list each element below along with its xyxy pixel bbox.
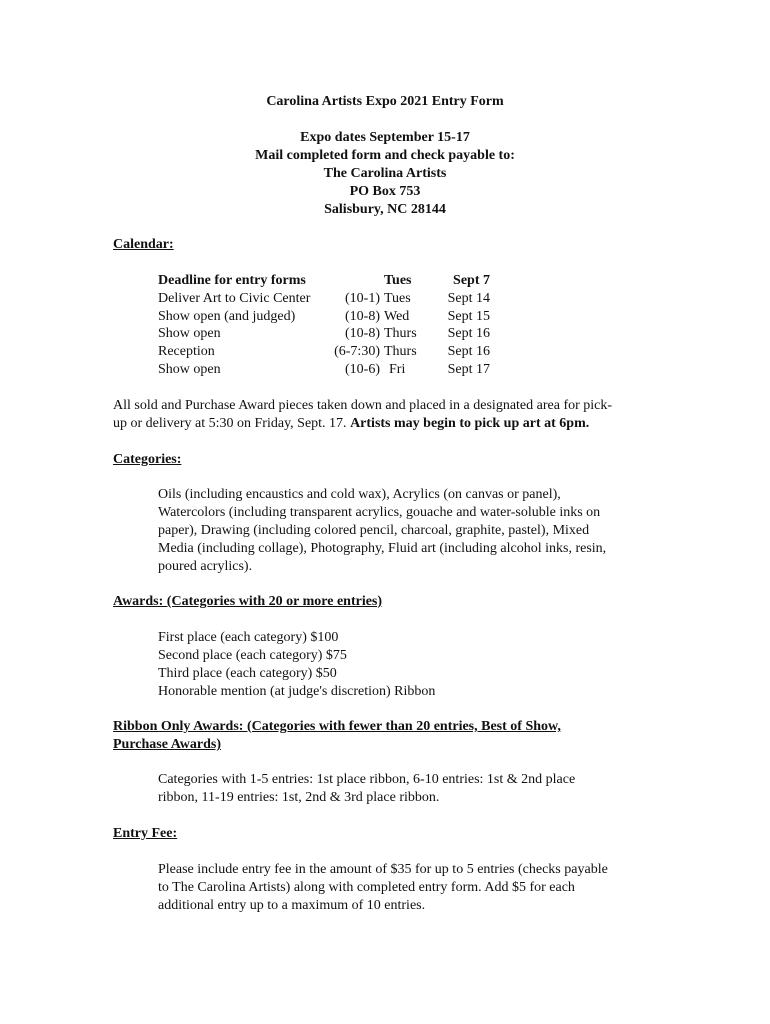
pickup-note-text: up or delivery at 5:30 on Friday, Sept. 17. [113,416,347,431]
mail-instruction: Mail completed form and check payable to: [255,148,515,163]
city-state-zip: Salisbury, NC 28144 [324,202,446,217]
calendar-date: Sept 14 [447,291,490,306]
calendar-day: Thurs [384,344,417,359]
categories-heading: Categories: [113,452,182,467]
calendar-day: Tues [384,273,412,288]
calendar-date: Sept 7 [453,273,490,288]
calendar-day: Wed [384,309,410,324]
mailing-address-block [0,129,770,219]
awards-heading: Awards: (Categories with 20 or more entries) [113,594,383,609]
calendar-row [158,272,498,290]
categories-list [158,486,606,576]
entry-fee-line: additional entry up to a maximum of 10 entries. [158,898,426,913]
calendar-day: Fri [389,362,406,377]
po-box: PO Box 753 [349,184,421,199]
calendar-time: (10-8) [345,309,380,324]
entry-fee-text [158,861,608,915]
calendar-row [158,290,498,308]
calendar-row [158,325,498,343]
ribbon-awards-heading-line: Purchase Awards) [113,737,221,752]
calendar-event: Deadline for entry forms [158,273,306,288]
calendar-date: Sept 16 [447,344,490,359]
pickup-note-bold: Artists may begin to pick up art at 6pm. [350,416,590,431]
calendar-event: Deliver Art to Civic Center [158,291,311,306]
entry-fee-line: to The Carolina Artists) along with completed entry form. Add $5 for each [158,880,575,895]
calendar-row [158,343,498,361]
categories-line: poured acrylics). [158,559,253,574]
pickup-note-line [113,415,612,433]
calendar-event: Reception [158,344,215,359]
form-title [0,93,770,111]
categories-line: Watercolors (including transparent acrylics, gouache and water-soluble inks on [158,505,601,520]
categories-line: paper), Drawing (including colored pencil, charcoal, graphite, pastel), Mixed [158,523,590,538]
calendar-time: (6-7:30) [334,344,380,359]
categories-line: Oils (including encaustics and cold wax), Acrylics (on canvas or panel), [158,487,561,502]
org-name: The Carolina Artists [323,166,447,181]
ribbon-awards-line: Categories with 1-5 entries: 1st place ribbon, 6-10 entries: 1st & 2nd place [158,772,576,787]
award-line: Honorable mention (at judge's discretion) Ribbon [158,684,436,699]
calendar-row [158,308,498,326]
calendar-day: Thurs [384,326,417,341]
ribbon-awards-heading [113,718,561,754]
calendar-time: (10-6) [345,362,380,377]
form-title-text: Carolina Artists Expo 2021 Entry Form [266,94,504,109]
awards-list [158,629,435,701]
calendar-row [158,361,498,379]
ribbon-awards-text [158,771,575,807]
calendar-day: Tues [384,291,411,306]
calendar-event: Show open (and judged) [158,309,296,324]
expo-dates: Expo dates September 15-17 [300,130,470,145]
award-line: First place (each category) $100 [158,630,339,645]
calendar-date: Sept 15 [447,309,490,324]
ribbon-awards-heading-line: Ribbon Only Awards: (Categories with fewer than 20 entries, Best of Show, [113,719,561,734]
pickup-note-line: All sold and Purchase Award pieces taken down and placed in a designated area for pick- [113,398,613,413]
award-line: Third place (each category) $50 [158,666,337,681]
calendar-event: Show open [158,326,221,341]
calendar-time: (10-8) [345,326,380,341]
calendar-date: Sept 16 [447,326,490,341]
calendar-date: Sept 17 [447,362,490,377]
pickup-note [113,397,612,433]
entry-fee-heading: Entry Fee: [113,826,178,841]
ribbon-awards-line: ribbon, 11-19 entries: 1st, 2nd & 3rd place ribbon. [158,790,440,805]
entry-fee-line: Please include entry fee in the amount of $35 for up to 5 entries (checks payable [158,862,608,877]
calendar-event: Show open [158,362,221,377]
calendar-time: (10-1) [345,291,380,306]
calendar-heading: Calendar: [113,237,174,252]
award-line: Second place (each category) $75 [158,648,347,663]
categories-line: Media (including collage), Photography, Fluid art (including alcohol inks, resin, [158,541,607,556]
